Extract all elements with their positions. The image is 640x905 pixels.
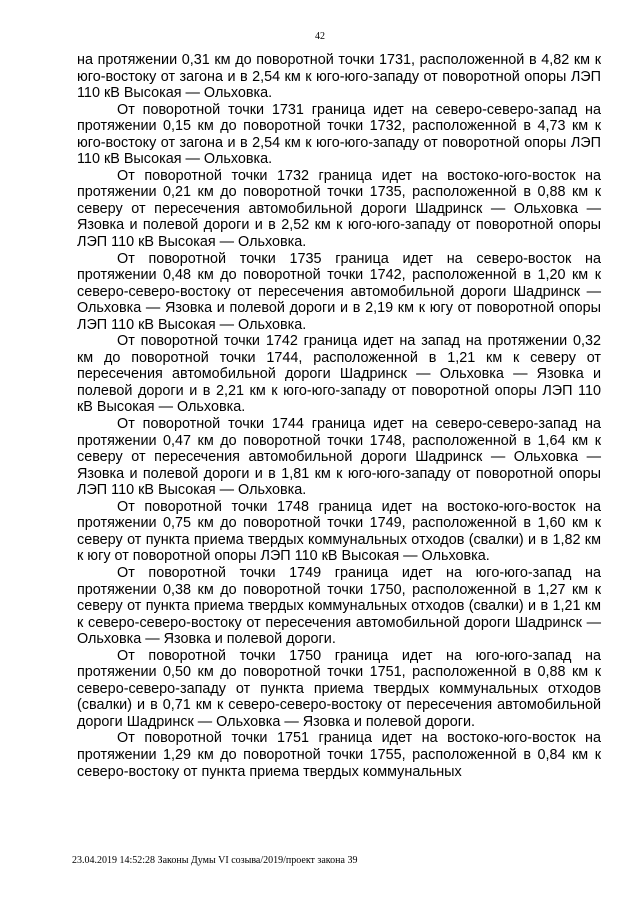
paragraph: От поворотной точки 1751 граница идет на востоко-юго-восток на протяжении 1,29 км до поворотной точки 1755, расположенной в 0,84 км к северо-востоку от пункта приема твердых коммунальных [77,730,601,780]
paragraph: От поворотной точки 1744 граница идет на северо-северо-запад на протяжении 0,47 км до поворотной точки 1748, расположенной в 1,64 км к северу от пересечения автомобильной дороги Шадринск — Ольховка — Язовка и полевой дороги и в 1,81 км к юго-юго-западу от поворотной опоры ЛЭП 110 кВ Высокая — Ольховка. [77,416,601,499]
paragraph: От поворотной точки 1735 граница идет на северо-восток на протяжении 0,48 км до поворотной точки 1742, расположенной в 1,20 км к северо-северо-востоку от пересечения автомобильной дороги Шадринск — Ольховка — Язовка и полевой дороги и в 2,19 км к югу от поворотной опоры ЛЭП 110 кВ Высокая — Ольховка. [77,250,601,333]
page-number: 42 [315,31,325,42]
paragraph: От поворотной точки 1742 граница идет на запад на протяжении 0,32 км до поворотной точки 1744, расположенной в 1,21 км к северу от пересечения автомобильной дороги Шадринск — Ольховка — Язовка и полевой дороги и в 2,21 км к юго-юго-западу от поворотной опоры ЛЭП 110 кВ Высокая — Ольховка. [77,333,601,416]
paragraph: От поворотной точки 1748 граница идет на востоко-юго-восток на протяжении 0,75 км до поворотной точки 1749, расположенной в 1,60 км к северу от пункта приема твердых коммунальных отходов (свалки) и в 1,82 км к югу от поворотной опоры ЛЭП 110 кВ Высокая — Ольховка. [77,498,601,565]
paragraph: От поворотной точки 1749 граница идет на юго-юго-запад на протяжении 0,38 км до поворотной точки 1750, расположенной в 1,27 км к северу от пункта приема твердых коммунальных отходов (свалки) и в 1,21 км к северо-северо-востоку от пересечения автомобильной дороги Шадринск — Ольховка — Язовка и полевой дороги. [77,564,601,648]
document-footer: 23.04.2019 14:52:28 Законы Думы VI созыва/2019/проект закона 39 [72,855,358,866]
paragraph: От поворотной точки 1732 граница идет на востоко-юго-восток на протяжении 0,21 км до поворотной точки 1735, расположенной в 0,88 км к северу от пересечения автомобильной дороги Шадринск — Ольховка — Язовка и полевой дороги и в 2,52 км к юго-юго-западу от поворотной опоры ЛЭП 110 кВ Высокая — Ольховка. [77,167,601,251]
paragraph: От поворотной точки 1750 граница идет на юго-юго-запад на протяжении 0,50 км до поворотной точки 1751, расположенной в 0,88 км к северо-северо-западу от пункта приема твердых коммунальных отходов (свалки) и в 0,71 км к северо-северо-востоку от пересечения автомобильной дороги Шадринск — Ольховка — Язовка и полевой дороги. [77,647,601,730]
document-body [77,52,601,780]
paragraph: От поворотной точки 1731 граница идет на северо-северо-запад на протяжении 0,15 км до поворотной точки 1732, расположенной в 4,73 км к юго-востоку от загона и в 2,54 км к юго-юго-западу от поворотной опоры ЛЭП 110 кВ Высокая — Ольховка. [77,101,601,168]
paragraph: на протяжении 0,31 км до поворотной точки 1731, расположенной в 4,82 км к юго-востоку от загона и в 2,54 км к юго-юго-западу от поворотной опоры ЛЭП 110 кВ Высокая — Ольховка. [77,52,601,102]
